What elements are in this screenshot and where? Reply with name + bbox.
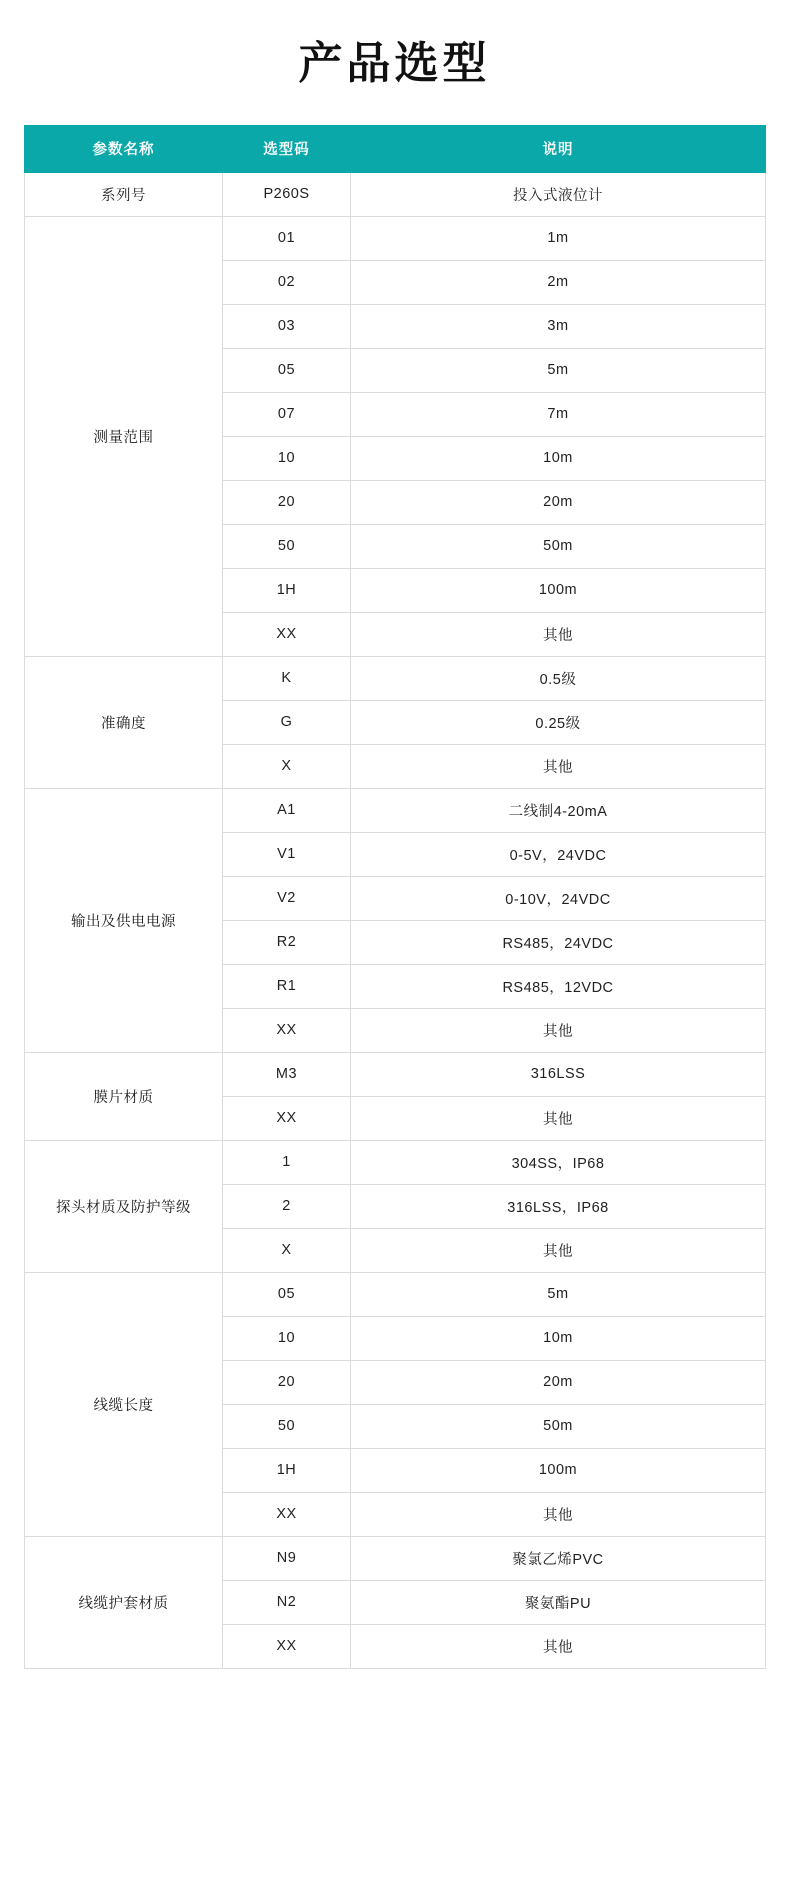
column-header-code: 选型码 [223, 125, 351, 172]
column-header-desc: 说明 [351, 125, 766, 172]
description-cell: 聚氯乙烯PVC [351, 1536, 766, 1580]
selection-code-cell: XX [223, 612, 351, 656]
selection-code-cell: G [223, 700, 351, 744]
description-cell: 304SS，IP68 [351, 1140, 766, 1184]
description-cell: 3m [351, 304, 766, 348]
description-cell: 1m [351, 216, 766, 260]
description-cell: 5m [351, 1272, 766, 1316]
selection-code-cell: R1 [223, 964, 351, 1008]
selection-code-cell: N2 [223, 1580, 351, 1624]
description-cell: 0-10V，24VDC [351, 876, 766, 920]
description-cell: 其他 [351, 744, 766, 788]
selection-code-cell: XX [223, 1492, 351, 1536]
description-cell: 0.25级 [351, 700, 766, 744]
description-cell: 聚氨酯PU [351, 1580, 766, 1624]
param-name-cell: 系列号 [25, 172, 223, 216]
description-cell: 5m [351, 348, 766, 392]
selection-code-cell: P260S [223, 172, 351, 216]
selection-code-cell: 01 [223, 216, 351, 260]
description-cell: 0.5级 [351, 656, 766, 700]
selection-code-cell: 1H [223, 1448, 351, 1492]
selection-code-cell: 05 [223, 1272, 351, 1316]
selection-code-cell: XX [223, 1096, 351, 1140]
selection-code-cell: R2 [223, 920, 351, 964]
description-cell: 10m [351, 436, 766, 480]
description-cell: 其他 [351, 1228, 766, 1272]
description-cell: 100m [351, 568, 766, 612]
description-cell: 2m [351, 260, 766, 304]
selection-code-cell: X [223, 744, 351, 788]
description-cell: 50m [351, 524, 766, 568]
table-row [25, 216, 766, 260]
description-cell: 316LSS，IP68 [351, 1184, 766, 1228]
selection-code-cell: 20 [223, 480, 351, 524]
description-cell: 投入式液位计 [351, 172, 766, 216]
param-name-cell: 膜片材质 [25, 1052, 223, 1140]
table-row [25, 1052, 766, 1096]
param-name-cell: 输出及供电电源 [25, 788, 223, 1052]
selection-code-cell: 50 [223, 524, 351, 568]
selection-code-cell: 03 [223, 304, 351, 348]
selection-code-cell: 2 [223, 1184, 351, 1228]
param-name-cell: 准确度 [25, 656, 223, 788]
description-cell: 其他 [351, 1008, 766, 1052]
selection-code-cell: K [223, 656, 351, 700]
description-cell: 20m [351, 1360, 766, 1404]
description-cell: 0-5V，24VDC [351, 832, 766, 876]
selection-code-cell: 05 [223, 348, 351, 392]
description-cell: 7m [351, 392, 766, 436]
selection-code-cell: 20 [223, 1360, 351, 1404]
param-name-cell: 线缆护套材质 [25, 1536, 223, 1668]
table-row [25, 788, 766, 832]
description-cell: 其他 [351, 1096, 766, 1140]
page-title: 产品选型 [298, 39, 491, 88]
selection-code-cell: 1H [223, 568, 351, 612]
table-body [25, 172, 766, 1668]
selection-code-cell: V2 [223, 876, 351, 920]
table-row [25, 1272, 766, 1316]
selection-code-cell: 1 [223, 1140, 351, 1184]
description-cell: RS485，12VDC [351, 964, 766, 1008]
selection-code-cell: 10 [223, 436, 351, 480]
table-row [25, 172, 766, 216]
selection-code-cell: 07 [223, 392, 351, 436]
selection-code-cell: X [223, 1228, 351, 1272]
table-header [25, 125, 766, 172]
param-name-cell: 探头材质及防护等级 [25, 1140, 223, 1272]
selection-code-cell: 02 [223, 260, 351, 304]
selection-code-cell: A1 [223, 788, 351, 832]
description-cell: 316LSS [351, 1052, 766, 1096]
product-selection-table [24, 125, 766, 1669]
description-cell: 其他 [351, 1492, 766, 1536]
description-cell: 二线制4-20mA [351, 788, 766, 832]
selection-code-cell: XX [223, 1624, 351, 1668]
table-row [25, 1536, 766, 1580]
table-row [25, 656, 766, 700]
table-header-row [25, 125, 766, 172]
selection-code-cell: M3 [223, 1052, 351, 1096]
selection-code-cell: 50 [223, 1404, 351, 1448]
selection-code-cell: XX [223, 1008, 351, 1052]
selection-code-cell: V1 [223, 832, 351, 876]
description-cell: 20m [351, 480, 766, 524]
table-row [25, 1140, 766, 1184]
product-selection-page [0, 38, 789, 1669]
description-cell: 100m [351, 1448, 766, 1492]
description-cell: 其他 [351, 612, 766, 656]
description-cell: RS485，24VDC [351, 920, 766, 964]
selection-code-cell: N9 [223, 1536, 351, 1580]
description-cell: 其他 [351, 1624, 766, 1668]
selection-code-cell: 10 [223, 1316, 351, 1360]
param-name-cell: 线缆长度 [25, 1272, 223, 1536]
description-cell: 50m [351, 1404, 766, 1448]
param-name-cell: 测量范围 [25, 216, 223, 656]
description-cell: 10m [351, 1316, 766, 1360]
column-header-param: 参数名称 [25, 125, 223, 172]
